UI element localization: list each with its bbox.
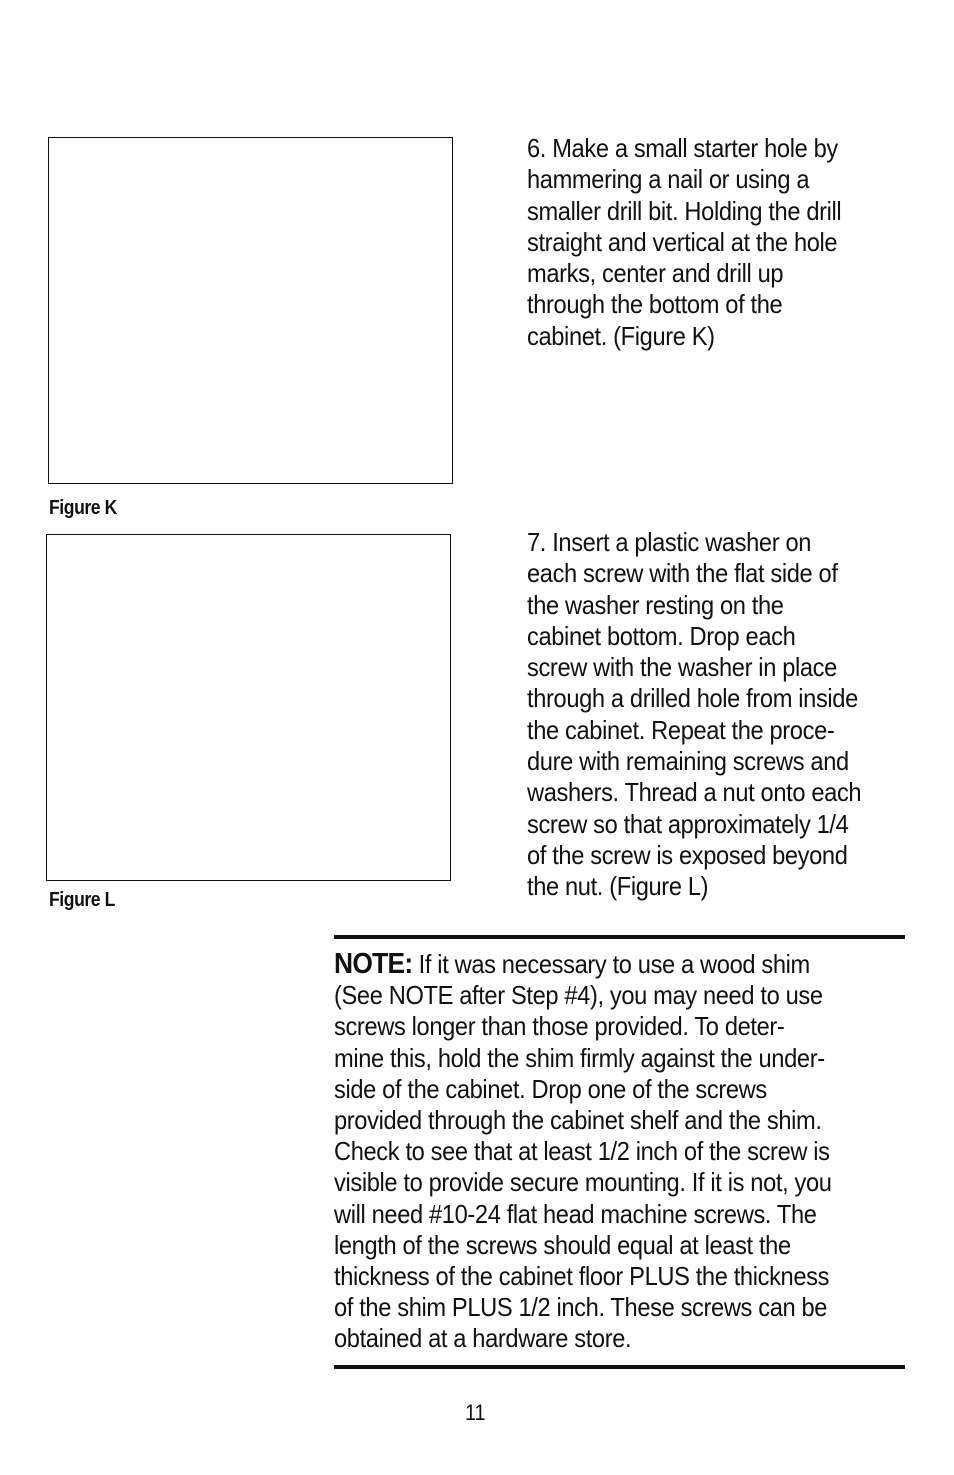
step-6-line: 6. Make a small starter hole by (527, 133, 838, 163)
step-7-text (527, 527, 909, 903)
note-line: mine this, hold the shim firmly against the under- (334, 1042, 825, 1073)
note-line: visible to provide secure mounting. If it is not, you (334, 1167, 832, 1198)
step-7-line: dure with remaining screws and (527, 746, 849, 777)
step-6-text (527, 133, 909, 352)
note-text (334, 949, 907, 1355)
step-7-line: of the screw is exposed beyond (527, 839, 848, 870)
step-7-line: each screw with the flat side of (527, 558, 838, 589)
note-line: provided through the cabinet shelf and the shim. (334, 1105, 822, 1136)
step-6-line: straight and vertical at the hole (527, 226, 838, 257)
step-7-line: the washer resting on the (527, 589, 784, 620)
step-6-line: through the bottom of the (527, 289, 783, 320)
step-7-line: screw with the washer in place (527, 652, 837, 683)
step-7-line: washers. Thread a nut onto each (527, 777, 862, 808)
page-number: 11 (465, 1400, 486, 1425)
figure-k-caption: Figure K (49, 497, 117, 519)
note-first-line (334, 949, 907, 980)
figure-l-image (46, 534, 451, 881)
step-7-line: 7. Insert a plastic washer on (527, 527, 812, 557)
step-6-line: smaller drill bit. Holding the drill (527, 195, 842, 226)
note-line: obtained at a hardware store. (334, 1323, 632, 1354)
step-7-line: through a drilled hole from inside (527, 683, 858, 714)
figure-k-image (48, 137, 453, 484)
note-line: of the shim PLUS 1/2 inch. These screws can be (334, 1292, 828, 1323)
note-line: Check to see that at least 1/2 inch of the screw is (334, 1136, 830, 1167)
note-first-line-text: If it was necessary to use a wood shim (412, 949, 810, 979)
step-7-line: cabinet bottom. Drop each (527, 620, 796, 651)
note-line: will need #10-24 flat head machine screws. The (334, 1198, 817, 1229)
note-line: (See NOTE after Step #4), you may need to use (334, 980, 823, 1011)
step-7-line: the nut. (Figure L) (527, 871, 709, 902)
note-label: NOTE: (334, 948, 413, 980)
figure-l-caption: Figure L (49, 889, 115, 911)
step-7-line: screw so that approximately 1/4 (527, 808, 849, 839)
note-box (334, 935, 905, 1369)
note-line: screws longer than those provided. To deter- (334, 1011, 785, 1042)
step-6-line: hammering a nail or using a (527, 164, 810, 195)
step-6-line: cabinet. (Figure K) (527, 320, 715, 351)
note-line: length of the screws should equal at least the (334, 1229, 791, 1260)
step-7-line: the cabinet. Repeat the proce- (527, 714, 835, 745)
note-line: thickness of the cabinet floor PLUS the thickness (334, 1261, 830, 1292)
note-line: side of the cabinet. Drop one of the screws (334, 1073, 767, 1104)
step-6-line: marks, center and drill up (527, 258, 784, 289)
